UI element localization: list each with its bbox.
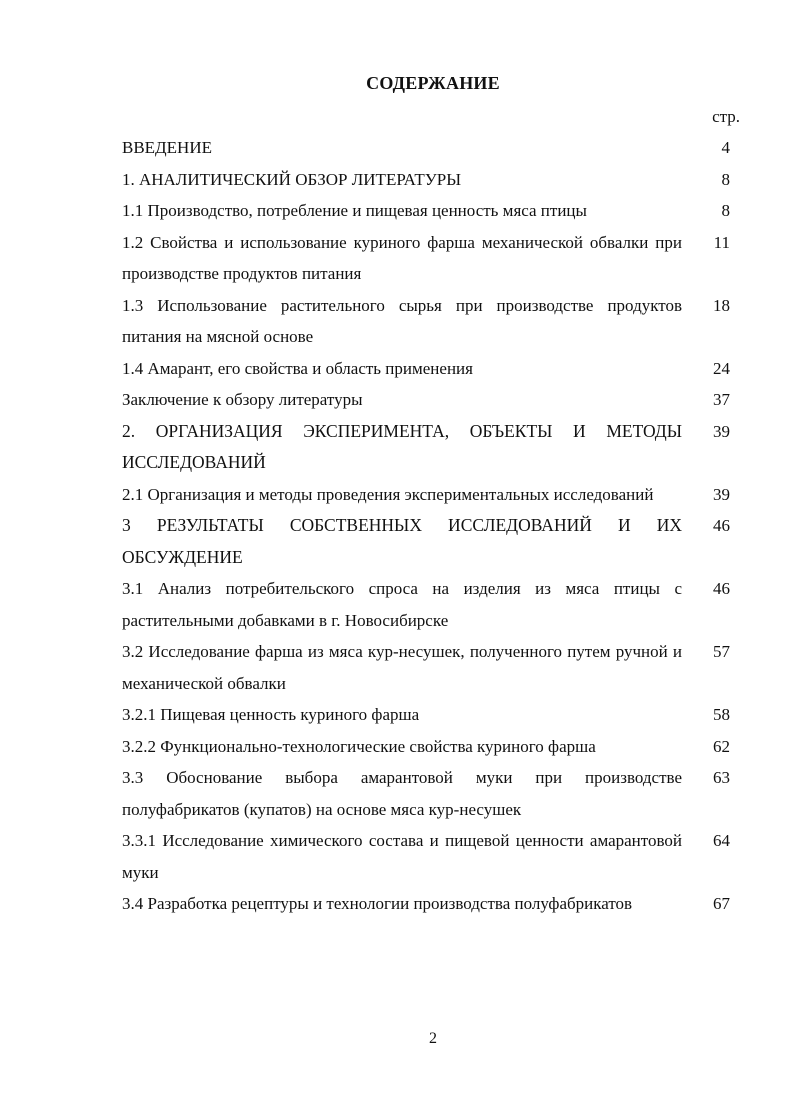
toc-entry-introduction (122, 132, 744, 164)
toc-entry-title: 3.1 Анализ потребительского спроса на изделия из мяса птицы с растительными добавками в г. Новосибирске (122, 579, 682, 630)
toc-entry-page: 58 (713, 705, 730, 724)
toc-entry-title: 2. ОРГАНИЗАЦИЯ ЭКСПЕРИМЕНТА, ОБЪЕКТЫ И МЕТОДЫ ИССЛЕДОВАНИЙ (122, 420, 682, 472)
toc-entry-title: 3.2.2 Функционально-технологические свойства куриного фарша (122, 736, 596, 756)
toc-entry-page: 67 (713, 894, 730, 913)
toc-entry-1-4 (122, 353, 744, 385)
toc-entry-title: 3.2 Исследование фарша из мяса кур-несушек, полученного путем ручной и механической обвалки (122, 642, 682, 693)
page-title: СОДЕРЖАНИЕ (366, 73, 500, 93)
toc-entry-3-2 (122, 636, 744, 699)
toc-entry-3-4 (122, 888, 744, 920)
toc-entry-page: 4 (721, 138, 730, 157)
toc-entry-title: 1.4 Амарант, его свойства и область применения (122, 358, 473, 378)
pages-column-label: стр. (712, 107, 740, 126)
page-number: 2 (429, 1030, 437, 1047)
toc-entry-page: 46 (713, 516, 730, 535)
toc-entry-page: 39 (713, 421, 730, 441)
toc-entry-page: 18 (713, 295, 730, 315)
toc-entry-3-2-1 (122, 699, 744, 731)
toc-entry-literature-conclusion (122, 384, 744, 416)
toc-entry-page: 37 (713, 390, 730, 409)
toc-entry-page: 63 (713, 768, 730, 787)
toc-entry-page: 11 (713, 232, 730, 252)
toc-entry-title: Заключение к обзору литературы (122, 390, 363, 409)
toc-entry-title: 1.2 Свойства и использование куриного фарша механической обвалки при производстве продуктов питания (122, 232, 682, 283)
toc-entry-page: 62 (713, 736, 730, 756)
table-of-contents (122, 132, 744, 920)
toc-entry-page: 8 (721, 169, 730, 189)
toc-entry-page: 64 (713, 831, 730, 850)
toc-entry-title: 3.3 Обоснование выбора амарантовой муки при производстве полуфабрикатов (купатов) на основе мяса кур-несушек (122, 768, 682, 819)
toc-entry-chapter-2 (122, 416, 744, 479)
toc-entry-3-2-2 (122, 731, 744, 763)
toc-entry-title: 3.3.1 Исследование химического состава и пищевой ценности амарантовой муки (122, 831, 682, 882)
toc-entry-1-1 (122, 195, 744, 227)
toc-entry-page: 39 (713, 484, 730, 504)
toc-entry-1-3 (122, 290, 744, 353)
toc-entry-title: 2.1 Организация и методы проведения экспериментальных исследований (122, 484, 654, 504)
toc-entry-title: 3.2.1 Пищевая ценность куриного фарша (122, 705, 420, 724)
toc-entry-title: 1.3 Использование растительного сырья при производстве продуктов питания на мясной основе (122, 295, 682, 346)
toc-entry-chapter-1 (122, 164, 744, 196)
toc-entry-title: 3.4 Разработка рецептуры и технологии производства полуфабрикатов (122, 894, 633, 913)
toc-entry-chapter-3 (122, 510, 744, 573)
toc-entry-2-1 (122, 479, 744, 511)
toc-entry-title: 1.1 Производство, потребление и пищевая ценность мяса птицы (122, 201, 587, 220)
toc-entry-3-3 (122, 762, 744, 825)
toc-entry-1-2 (122, 227, 744, 290)
toc-entry-page: 46 (713, 579, 730, 598)
toc-entry-page: 8 (721, 201, 730, 220)
toc-entry-page: 24 (713, 358, 730, 378)
toc-entry-title: ВВЕДЕНИЕ (122, 138, 212, 157)
toc-entry-page: 57 (713, 642, 730, 661)
toc-entry-3-3-1 (122, 825, 744, 888)
toc-entry-title: 3 РЕЗУЛЬТАТЫ СОБСТВЕННЫХ ИССЛЕДОВАНИЙ И ИХ ОБСУЖДЕНИЕ (122, 515, 682, 567)
toc-entry-3-1 (122, 573, 744, 636)
toc-entry-title: 1. АНАЛИТИЧЕСКИЙ ОБЗОР ЛИТЕРАТУРЫ (122, 169, 462, 189)
